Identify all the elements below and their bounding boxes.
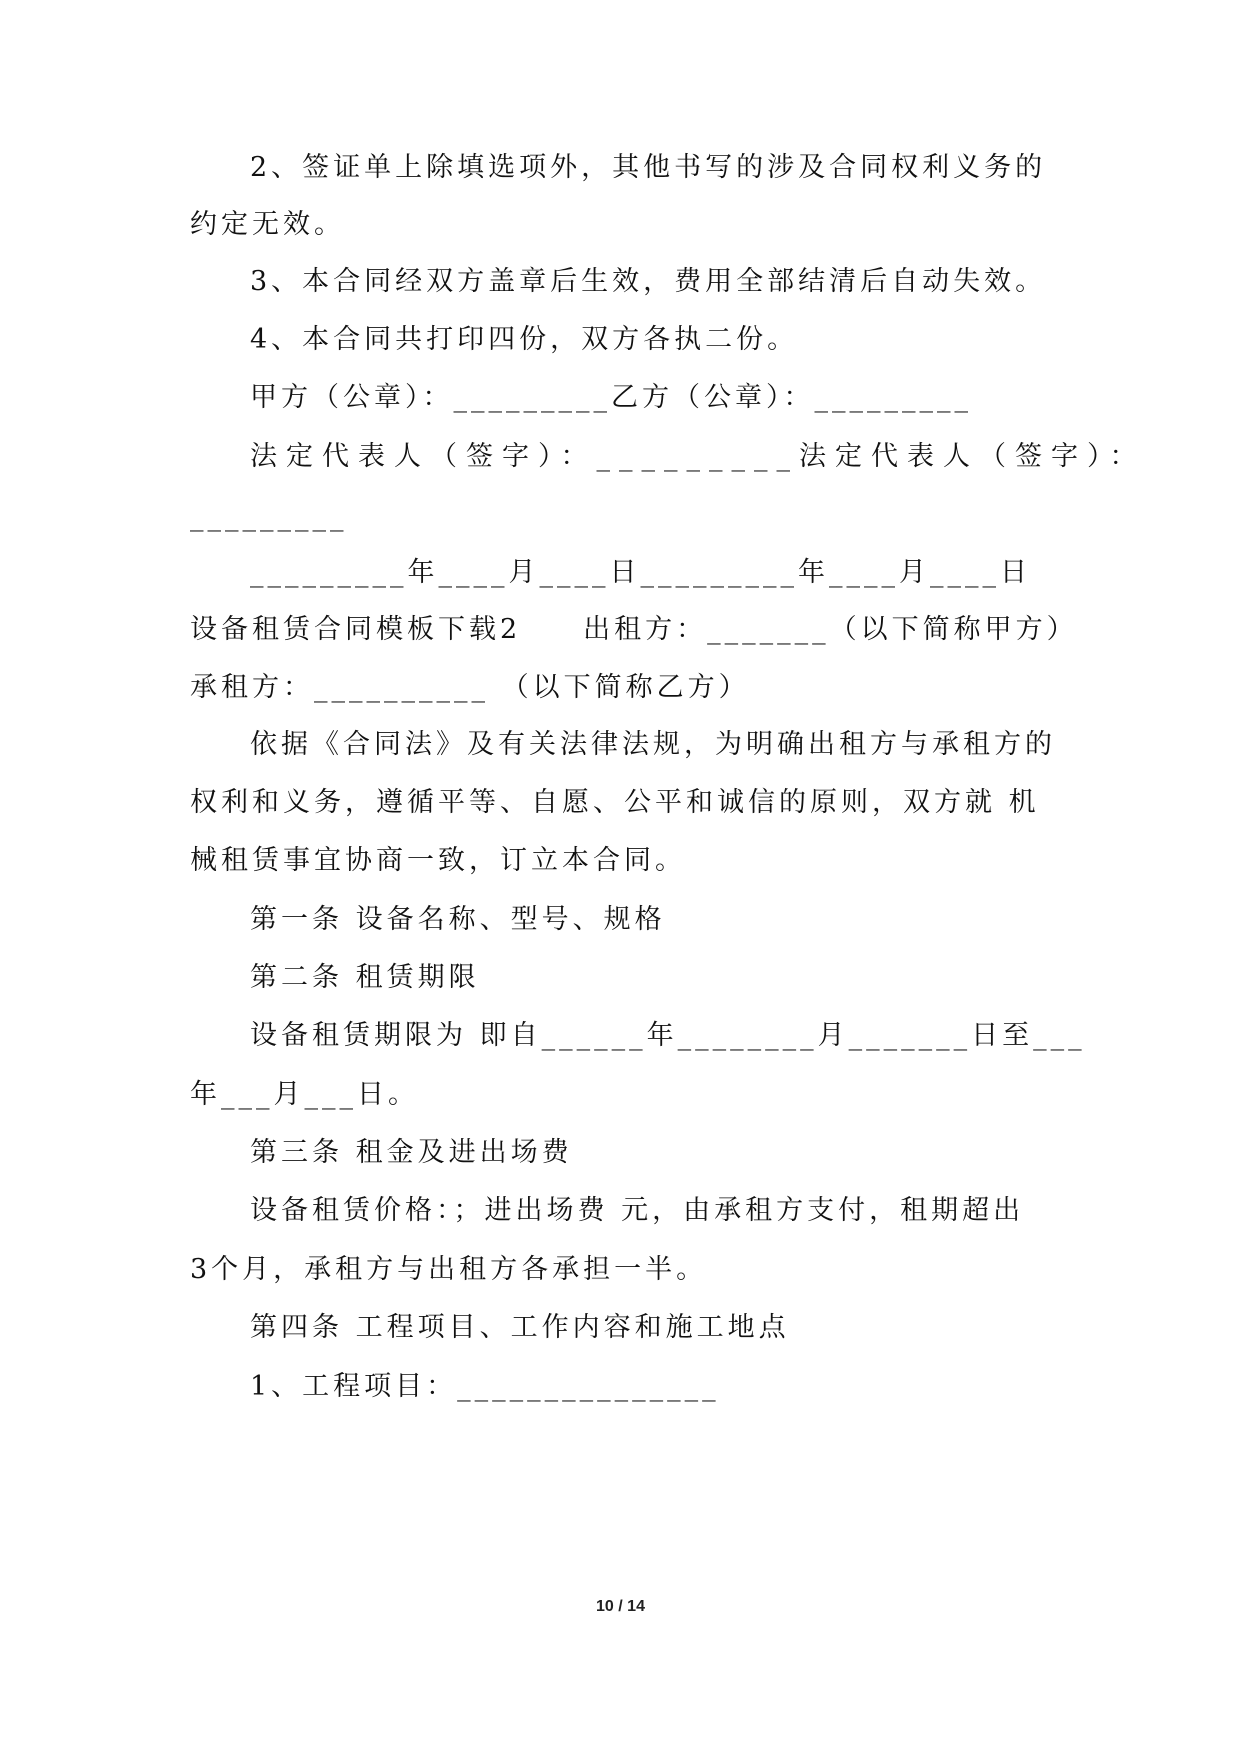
text-line: 设备租赁价格：；进出场费 元，由承租方支付，租期超出 xyxy=(250,1195,1025,1226)
text-line: 1、工程项目：_______________ xyxy=(250,1371,720,1402)
text-line: 约定无效。 xyxy=(190,209,345,240)
text-line: 3个月，承租方与出租方各承担一半。 xyxy=(190,1254,708,1285)
signature-blank: _________ xyxy=(190,501,348,532)
text-line: 承租方：__________ （以下简称乙方） xyxy=(190,672,750,703)
text-line: 权利和义务，遵循平等、自愿、公平和诚信的原则，双方就 机 xyxy=(190,787,1040,818)
article-heading: 第四条 工程项目、工作内容和施工地点 xyxy=(250,1312,790,1343)
date-line: _________年____月____日_________年____月____日 xyxy=(250,557,1031,588)
article-heading: 第三条 租金及进出场费 xyxy=(250,1137,573,1168)
signature-line-representatives: 法定代表人（签字）：_________法定代表人（签字）： xyxy=(250,441,1146,472)
text-line: 依据《合同法》及有关法律法规，为明确出租方与承租方的 xyxy=(250,729,1056,760)
text-line: 年___月___日。 xyxy=(190,1079,419,1110)
text-line: 4、本合同共打印四份，双方各执二份。 xyxy=(250,324,799,355)
text-line: 械租赁事宜协商一致，订立本合同。 xyxy=(190,845,686,876)
article-heading: 第一条 设备名称、型号、规格 xyxy=(250,904,666,935)
text-line: 设备租赁期限为 即自______年________月_______日至___ xyxy=(250,1020,1086,1051)
signature-line-party-a-b: 甲方（公章）：_________乙方（公章）：_________ xyxy=(250,382,972,413)
contract-heading-line: 设备租赁合同模板下载2 出租方：_______（以下简称甲方） xyxy=(190,614,1078,645)
text-line: 2、签证单上除填选项外，其他书写的涉及合同权利义务的 xyxy=(250,152,1047,183)
text-line: 3、本合同经双方盖章后生效，费用全部结清后自动失效。 xyxy=(250,266,1047,297)
page-number: 10 / 14 xyxy=(596,1598,645,1615)
article-heading: 第二条 租赁期限 xyxy=(250,962,480,993)
